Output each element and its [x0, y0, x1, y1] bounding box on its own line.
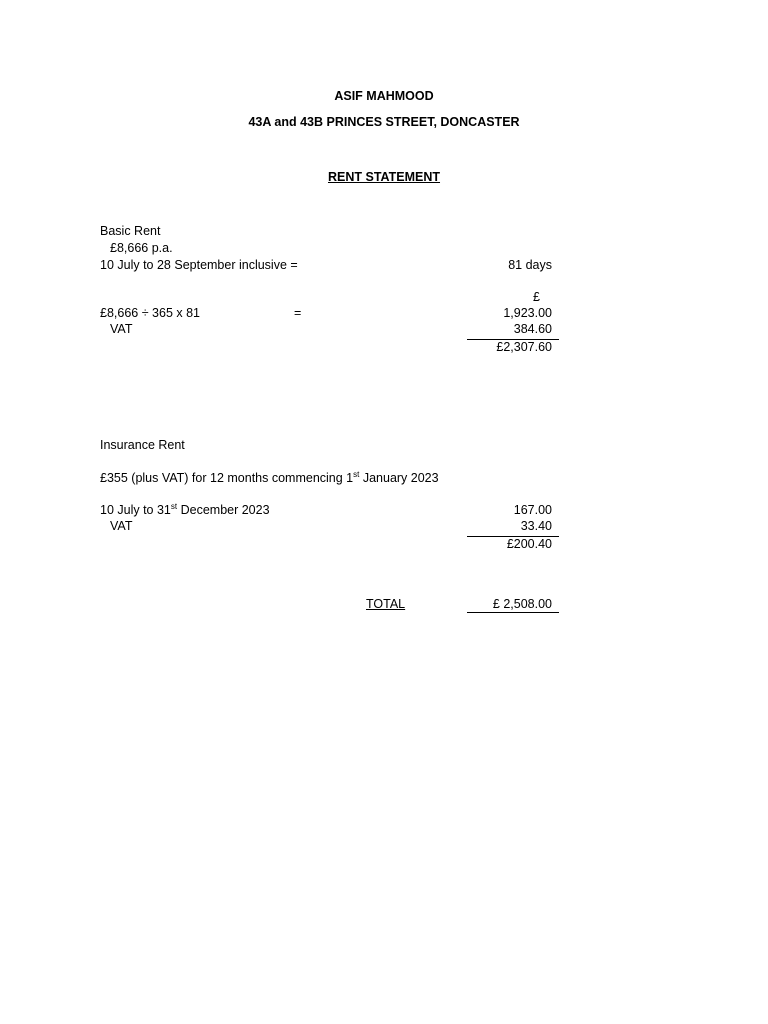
- basic-rent-vat: 384.60: [513, 322, 552, 336]
- insurance-note-prefix: £355 (plus VAT) for 12 months commencing 1: [100, 471, 354, 485]
- insurance-rent-vat: 33.40: [520, 519, 552, 533]
- total-rule: [467, 612, 559, 613]
- document-title: RENT STATEMENT: [327, 170, 441, 184]
- insurance-note-sup: st: [353, 470, 360, 479]
- insurance-rent-period: [100, 502, 270, 518]
- insurance-period-prefix: 10 July to 31: [100, 503, 171, 517]
- currency-symbol: £: [533, 290, 540, 304]
- insurance-period-sup: st: [170, 502, 178, 511]
- equals-sign: =: [294, 306, 302, 320]
- property-address: 43A and 43B PRINCES STREET, DONCASTER: [248, 115, 520, 129]
- basic-rent-calculation: £8,666 ÷ 365 x 81: [100, 306, 200, 320]
- basic-rent-period: 10 July to 28 September inclusive =: [100, 258, 298, 272]
- insurance-rent-note: [100, 470, 439, 486]
- basic-rent-heading: Basic Rent: [100, 224, 161, 238]
- tenant-name: ASIF MAHMOOD: [334, 89, 434, 103]
- basic-rent-rate: £8,666 p.a.: [110, 241, 173, 255]
- insurance-note-suffix: January 2023: [359, 471, 439, 485]
- basic-rent-subtotal: £2,307.60: [496, 340, 552, 354]
- insurance-rent-heading: Insurance Rent: [100, 438, 185, 452]
- insurance-rent-amount: 167.00: [513, 503, 552, 517]
- basic-rent-vat-label: VAT: [110, 322, 133, 336]
- insurance-rent-subtotal: £200.40: [506, 537, 552, 551]
- basic-rent-days: 81 days: [508, 258, 552, 272]
- basic-rent-amount: 1,923.00: [503, 306, 552, 320]
- insurance-period-suffix: December 2023: [177, 503, 270, 517]
- insurance-rent-vat-label: VAT: [110, 519, 133, 533]
- total-label: TOTAL: [366, 597, 406, 611]
- total-amount: £ 2,508.00: [492, 597, 552, 611]
